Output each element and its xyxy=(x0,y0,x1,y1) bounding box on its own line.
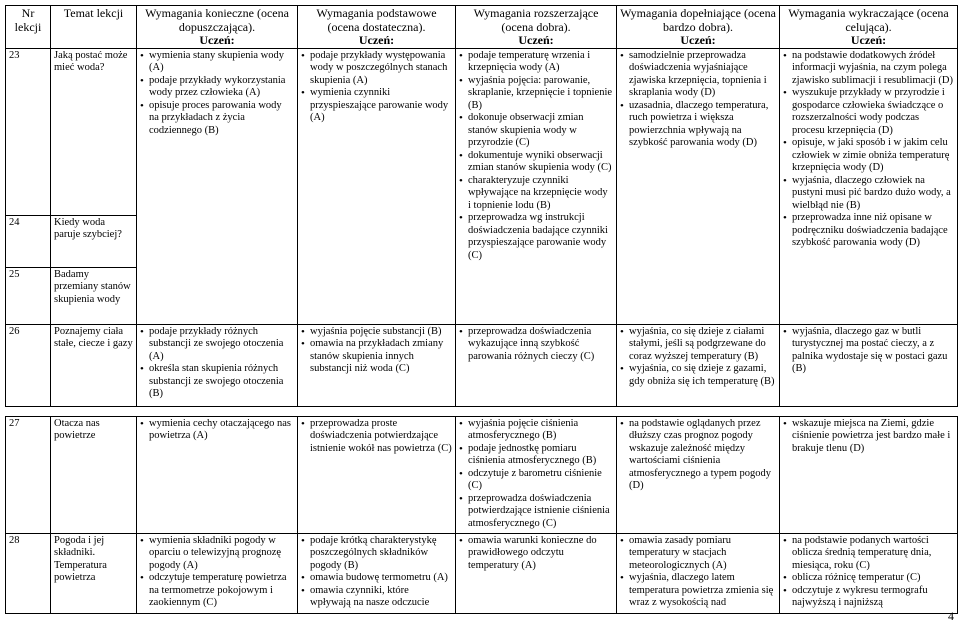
requirement-item: • przeprowadza inne niż opisane w podręczniku doświadczenia badające szybkość parowania wody (D) xyxy=(783,212,954,250)
spacer-cell xyxy=(137,406,298,416)
requirement-item: • opisuje, w jaki sposób i w jakim celu człowiek w zimie obniża temperaturę krzepnięcia wody (D) xyxy=(783,137,954,175)
requirement-list xyxy=(459,50,613,263)
requirement-cell-level-2 xyxy=(298,48,456,324)
requirement-item: • odczytuje z barometru ciśnienie (C) xyxy=(459,468,613,493)
requirement-cell-level-3 xyxy=(456,48,617,324)
requirement-list xyxy=(140,535,294,610)
requirement-item: • odczytuje temperaturę powietrza na termometrze pokojowym i zaokiennym (C) xyxy=(140,572,294,610)
spacer-cell xyxy=(456,406,617,416)
requirement-list xyxy=(301,418,452,456)
requirement-cell-level-3 xyxy=(456,416,617,533)
lesson-nr: 26 xyxy=(6,324,51,406)
requirement-cell-level-2 xyxy=(298,416,456,533)
level-title: Wymagania rozszerzające (ocena dobra). xyxy=(473,6,599,34)
requirement-item: • wyjaśnia, co się dzieje z ciałami stałymi, jeśli są podgrzewane do coraz wyższej temperatury (B) xyxy=(620,326,776,364)
lesson-topic: Kiedy woda paruje szybciej? xyxy=(51,215,137,267)
requirement-item: • na podstawie oglądanych przez dłuższy czas prognoz pogody wskazuje zależność między wartościami ciśnienia atmosferycznego a typem pogody (D) xyxy=(620,418,776,493)
requirement-cell-level-5 xyxy=(780,324,958,406)
requirements-table xyxy=(5,5,958,614)
requirement-item: • omawia czynniki, które wpływają na nasze odczucie xyxy=(301,585,452,610)
lesson-nr: 28 xyxy=(6,533,51,613)
header-level-5 xyxy=(780,6,958,49)
requirement-item: • przeprowadza proste doświadczenia potwierdzające istnienie wokół nas powietrza (C) xyxy=(301,418,452,456)
requirement-item: • wyjaśnia, dlaczego gaz w butli turystycznej ma postać cieczy, a z palnika wydostaje się w postaci gazu (B) xyxy=(783,326,954,376)
requirement-cell-level-5 xyxy=(780,416,958,533)
requirement-item: • podaje krótką charakterystykę poszczególnych składników pogody (B) xyxy=(301,535,452,573)
requirement-item: • wymienia czynniki przyspieszające parowanie wody (A) xyxy=(301,87,452,125)
requirement-item: • charakteryzuje czynniki wpływające na krzepnięcie wody i topnienie lodu (B) xyxy=(459,175,613,213)
requirement-cell-level-1 xyxy=(137,416,298,533)
lesson-topic: Badamy przemiany stanów skupienia wody xyxy=(51,267,137,324)
spacer-cell xyxy=(617,406,780,416)
level-role: Uczeń: xyxy=(850,33,887,47)
spacer-cell xyxy=(6,406,51,416)
requirement-cell-level-1 xyxy=(137,48,298,324)
requirement-list xyxy=(783,535,954,610)
header-level-4 xyxy=(617,6,780,49)
requirement-item: • omawia na przykładach zmiany stanów skupienia innych substancji niż woda (C) xyxy=(301,338,452,376)
requirement-item: • przeprowadza doświadczenia potwierdzające istnienie ciśnienia atmosferycznego (C) xyxy=(459,493,613,531)
requirement-list xyxy=(459,535,613,573)
requirement-item: • wyjaśnia, dlaczego człowiek na pustyni musi pić bardzo dużo wody, a wielbłąd nie (B) xyxy=(783,175,954,213)
requirement-list xyxy=(301,50,452,125)
requirement-list xyxy=(620,326,776,389)
requirement-item: • wyjaśnia pojęcie substancji (B) xyxy=(301,326,452,339)
requirement-list xyxy=(301,326,452,376)
requirement-item: • wymienia składniki pogody w oparciu o telewizyjną prognozę pogody (A) xyxy=(140,535,294,573)
level-title: Wymagania dopełniające (ocena bardzo dobra). xyxy=(620,6,776,34)
requirement-list xyxy=(140,326,294,401)
requirement-cell-level-4 xyxy=(617,533,780,613)
requirement-cell-level-2 xyxy=(298,533,456,613)
requirement-item: • podaje temperaturę wrzenia i krzepnięcia wody (A) xyxy=(459,50,613,75)
table-spacer xyxy=(6,406,958,416)
requirement-list xyxy=(459,418,613,531)
header-lesson-nr: Nr lekcji xyxy=(6,6,51,49)
lesson-nr: 23 xyxy=(6,48,51,215)
requirement-item: • oblicza różnicę temperatur (C) xyxy=(783,572,954,585)
requirement-item: • podaje przykłady występowania wody w poszczególnych stanach skupienia (A) xyxy=(301,50,452,88)
requirement-list xyxy=(783,50,954,250)
requirement-item: • dokumentuje wyniki obserwacji zmian stanów skupienia wody (C) xyxy=(459,150,613,175)
header-level-3 xyxy=(456,6,617,49)
requirement-item: • omawia zasady pomiaru temperatury w stacjach meteorologicznych (A) xyxy=(620,535,776,573)
requirement-item: • odczytuje z wykresu termografu najwyższą i najniższą xyxy=(783,585,954,610)
requirement-list xyxy=(301,535,452,610)
lesson-row xyxy=(6,324,958,406)
lesson-topic: Pogoda i jej składniki. Temperatura powietrza xyxy=(51,533,137,613)
requirement-item: • wyjaśnia pojęcie ciśnienia atmosferycznego (B) xyxy=(459,418,613,443)
requirement-item: • podaje przykłady różnych substancji ze swojego otoczenia (A) xyxy=(140,326,294,364)
requirement-cell-level-4 xyxy=(617,324,780,406)
requirement-list xyxy=(620,535,776,610)
requirement-cell-level-2 xyxy=(298,324,456,406)
requirement-list xyxy=(140,50,294,138)
requirement-cell-level-5 xyxy=(780,48,958,324)
level-role: Uczeń: xyxy=(680,33,716,47)
requirement-item: • dokonuje obserwacji zmian stanów skupienia wody w przyrodzie (C) xyxy=(459,112,613,150)
level-title: Wymagania podstawowe (ocena dostateczna). xyxy=(316,6,437,34)
requirement-list xyxy=(459,326,613,364)
requirement-item: • podaje jednostkę pomiaru ciśnienia atmosferycznego (B) xyxy=(459,443,613,468)
requirement-item: • opisuje proces parowania wody na przykładach z życia codziennego (B) xyxy=(140,100,294,138)
requirement-item: • omawia budowę termometru (A) xyxy=(301,572,452,585)
requirement-item: • omawia warunki konieczne do prawidłowego odczytu temperatury (A) xyxy=(459,535,613,573)
header-level-1 xyxy=(137,6,298,49)
lesson-row xyxy=(6,48,958,215)
lesson-topic: Poznajemy ciała stałe, ciecze i gazy xyxy=(51,324,137,406)
requirement-cell-level-3 xyxy=(456,533,617,613)
requirement-item: • wymienia cechy otaczającego nas powietrza (A) xyxy=(140,418,294,443)
level-role: Uczeń: xyxy=(518,33,554,47)
spacer-cell xyxy=(298,406,456,416)
requirement-item: • podaje przykłady wykorzystania wody przez człowieka (A) xyxy=(140,75,294,100)
header-level-2 xyxy=(298,6,456,49)
requirement-item: • wymienia stany skupienia wody (A) xyxy=(140,50,294,75)
requirement-item: • wyjaśnia, dlaczego latem temperatura powietrza zmienia się wraz z wysokością nad xyxy=(620,572,776,610)
requirement-item: • wyszukuje przykłady w przyrodzie i gospodarce człowieka świadczące o rozszerzalności wody podczas procesu krzepnięcia (D) xyxy=(783,87,954,137)
spacer-cell xyxy=(780,406,958,416)
requirement-item: • określa stan skupienia różnych substancji ze swojego otoczenia (B) xyxy=(140,363,294,401)
lesson-nr: 25 xyxy=(6,267,51,324)
header-row xyxy=(6,6,958,49)
requirement-item: • samodzielnie przeprowadza doświadczenia wyjaśniające zjawiska krzepnięcia, topnienia i skraplania wody (D) xyxy=(620,50,776,100)
requirement-item: • na podstawie dodatkowych źródeł informacji wyjaśnia, na czym polega zjawisko sublimacji i resublimacji (D) xyxy=(783,50,954,88)
lesson-row xyxy=(6,416,958,533)
lesson-nr: 24 xyxy=(6,215,51,267)
requirement-item: • na podstawie podanych wartości oblicza średnią temperaturę dnia, miesiąca, roku (C) xyxy=(783,535,954,573)
lesson-row xyxy=(6,533,958,613)
requirement-item: • przeprowadza wg instrukcji doświadczenia badające czynniki przyspieszające parowanie wody (C) xyxy=(459,212,613,262)
requirement-item: • uzasadnia, dlaczego temperatura, ruch powietrza i większa powierzchnia wpływają na szybkość parowania wody (D) xyxy=(620,100,776,150)
level-role: Uczeń: xyxy=(199,33,235,47)
requirement-list xyxy=(783,326,954,376)
requirement-cell-level-4 xyxy=(617,48,780,324)
level-title: Wymagania konieczne (ocena dopuszczająca). xyxy=(145,6,289,34)
requirement-list xyxy=(620,418,776,493)
requirement-item: • przeprowadza doświadczenia wykazujące inną szybkość parowania różnych cieczy (C) xyxy=(459,326,613,364)
lesson-topic: Jaką postać może mieć woda? xyxy=(51,48,137,215)
spacer-cell xyxy=(51,406,137,416)
requirement-list xyxy=(783,418,954,456)
lesson-topic: Otacza nas powietrze xyxy=(51,416,137,533)
lesson-nr: 27 xyxy=(6,416,51,533)
level-role: Uczeń: xyxy=(358,33,395,47)
page-number: 4 xyxy=(948,609,954,623)
requirement-list xyxy=(140,418,294,443)
requirement-cell-level-1 xyxy=(137,533,298,613)
requirement-item: • wskazuje miejsca na Ziemi, gdzie ciśnienie powietrza jest bardzo małe i brakuje tlenu (D) xyxy=(783,418,954,456)
level-title: Wymagania wykraczające (ocena celująca). xyxy=(788,6,949,34)
requirement-cell-level-1 xyxy=(137,324,298,406)
requirement-item: • wyjaśnia, co się dzieje z gazami, gdy obniża się ich temperaturę (B) xyxy=(620,363,776,388)
requirement-cell-level-3 xyxy=(456,324,617,406)
requirement-cell-level-5 xyxy=(780,533,958,613)
requirement-list xyxy=(620,50,776,150)
requirement-item: • wyjaśnia pojęcia: parowanie, skraplanie, krzepnięcie i topnienie (B) xyxy=(459,75,613,113)
header-lesson-topic: Temat lekcji xyxy=(51,6,137,49)
requirement-cell-level-4 xyxy=(617,416,780,533)
